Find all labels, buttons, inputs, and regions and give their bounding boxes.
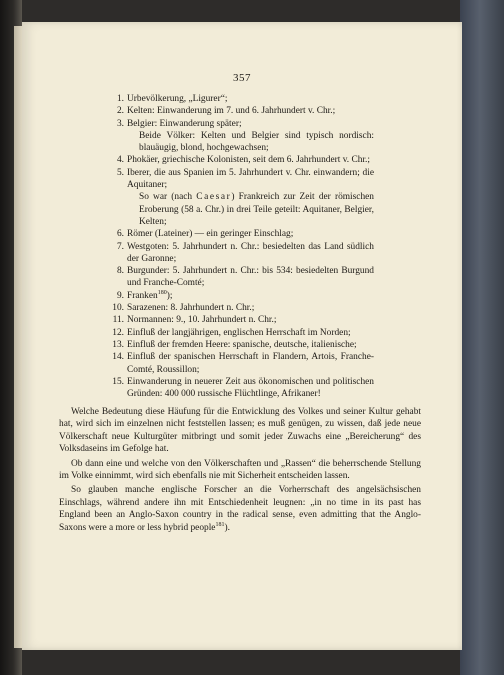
item-number: 4. <box>116 155 124 166</box>
item-subtext: Beide Völker: Kelten und Belgier sind typisch nordisch: blauäugig, blond, hochgewachsen; <box>139 130 374 154</box>
page-number: 357 <box>233 72 251 84</box>
item-text: Sarazenen: 8. Jahrhundert n. Chr.; <box>127 303 255 314</box>
item-text: Normannen: 9., 10. Jahrhundert n. Chr.; <box>127 315 277 326</box>
item-number: 10. <box>112 303 124 314</box>
item-number: 3. <box>116 118 124 129</box>
item-text: Kelten: Einwanderung im 7. und 6. Jahrhundert v. Chr.; <box>127 106 336 117</box>
item-text: Burgunder: 5. Jahrhundert n. Chr.: bis 534: besiedelten Burgund und Franche-Comté; <box>127 266 374 289</box>
item-number: 12. <box>112 327 124 338</box>
item-subtext <box>127 191 374 228</box>
list-item <box>112 93 374 105</box>
item-number: 11. <box>112 315 124 326</box>
item-text-tail: ); <box>166 290 173 301</box>
paragraph-tail: ). <box>224 522 230 533</box>
item-text-part: Franken <box>127 290 158 301</box>
item-number: 7. <box>116 241 124 252</box>
list-item <box>112 105 374 117</box>
item-number: 1. <box>116 94 124 104</box>
item-text: Einfluß der fremden Heere: spanische, deutsche, italienische; <box>127 339 357 350</box>
book-page <box>22 22 462 650</box>
list-item <box>112 351 374 376</box>
paragraph-text: So glauben manche englische Forscher an die Vorherrschaft des angelsächsischen Einschlags, während andere ihn mit Entschiedenheit leugnen: „in no time in its past has England been an Anglo-Saxon country in the radical sense, even admitting that the Anglo-Saxons were a more or less hybrid people <box>59 485 421 533</box>
item-text: Iberer, die aus Spanien im 5. Jahrhundert v. Chr. einwandern; die Aquitaner; <box>127 167 374 191</box>
list-item <box>112 228 374 240</box>
book-cover-edge <box>460 0 504 675</box>
settlement-list <box>112 93 374 400</box>
list-item <box>112 290 374 302</box>
subtext-part: ) Frankreich zur Zeit der römischen Eroberung (58 a. Chr.) in drei Teile geteilt: Aquitaner, Belgier, Kelten; <box>139 192 374 227</box>
body-text <box>59 406 421 536</box>
item-number: 9. <box>116 290 124 301</box>
author-name: Caesar <box>196 192 232 203</box>
item-text: Westgoten: 5. Jahrhundert n. Chr.: besiedelten das Land südlich der Garonne; <box>127 241 374 264</box>
item-text: Einwanderung in neuerer Zeit aus ökonomischen und politischen Gründen: 400 000 russische Flüchtlinge, Afrikaner! <box>127 376 374 400</box>
item-text: Urbevölkerung, „Ligurer“; <box>127 94 228 104</box>
item-text: Phokäer, griechische Kolonisten, seit dem 6. Jahrhundert v. Chr.; <box>127 155 370 166</box>
item-number: 8. <box>116 266 124 277</box>
item-text: Einfluß der langjährigen, englischen Herrschaft im Norden; <box>127 327 351 338</box>
list-item <box>112 167 374 228</box>
list-item <box>112 265 374 290</box>
list-item <box>112 339 374 351</box>
item-number: 15. <box>112 376 124 387</box>
item-number: 14. <box>112 352 124 363</box>
list-item <box>112 118 374 155</box>
paragraph <box>59 484 421 534</box>
list-item <box>112 154 374 166</box>
item-number: 5. <box>116 167 124 178</box>
list-item <box>112 302 374 314</box>
item-number: 6. <box>116 229 124 240</box>
footnote-marker: 181 <box>215 521 225 528</box>
list-item <box>112 314 374 326</box>
item-text <box>127 290 374 302</box>
item-text: Einfluß der spanischen Herrschaft in Flandern, Artois, Franche-Comté, Roussillon; <box>127 352 374 375</box>
list-item <box>112 327 374 339</box>
list-item <box>112 376 374 401</box>
subtext-part: So war (nach <box>139 192 197 203</box>
item-number: 13. <box>112 339 124 350</box>
list-item <box>112 241 374 266</box>
item-text: Belgier: Einwanderung später; <box>127 118 242 129</box>
item-number: 2. <box>116 106 124 117</box>
paragraph: Ob dann eine und welche von den Völkerschaften und „Rassen“ die beherrschende Stellung im Volke einnimmt, wird sich ebenfalls nie mit Sicherheit entscheiden lassen. <box>59 458 421 482</box>
item-text: Römer (Lateiner) — ein geringer Einschlag; <box>127 229 294 240</box>
paragraph: Welche Bedeutung diese Häufung für die Entwicklung des Volkes und seiner Kultur gehabt hat, wird sich im einzelnen nicht feststellen lassen; es muß genügen, zu wissen, daß jede neue Völkerschaft neue Kulturgüter mitbringt und somit jeder Zuwachs eine „Bereicherung“ des Volksdaseins im Gefolge hat. <box>59 407 421 455</box>
footnote-marker: 180 <box>157 289 167 296</box>
